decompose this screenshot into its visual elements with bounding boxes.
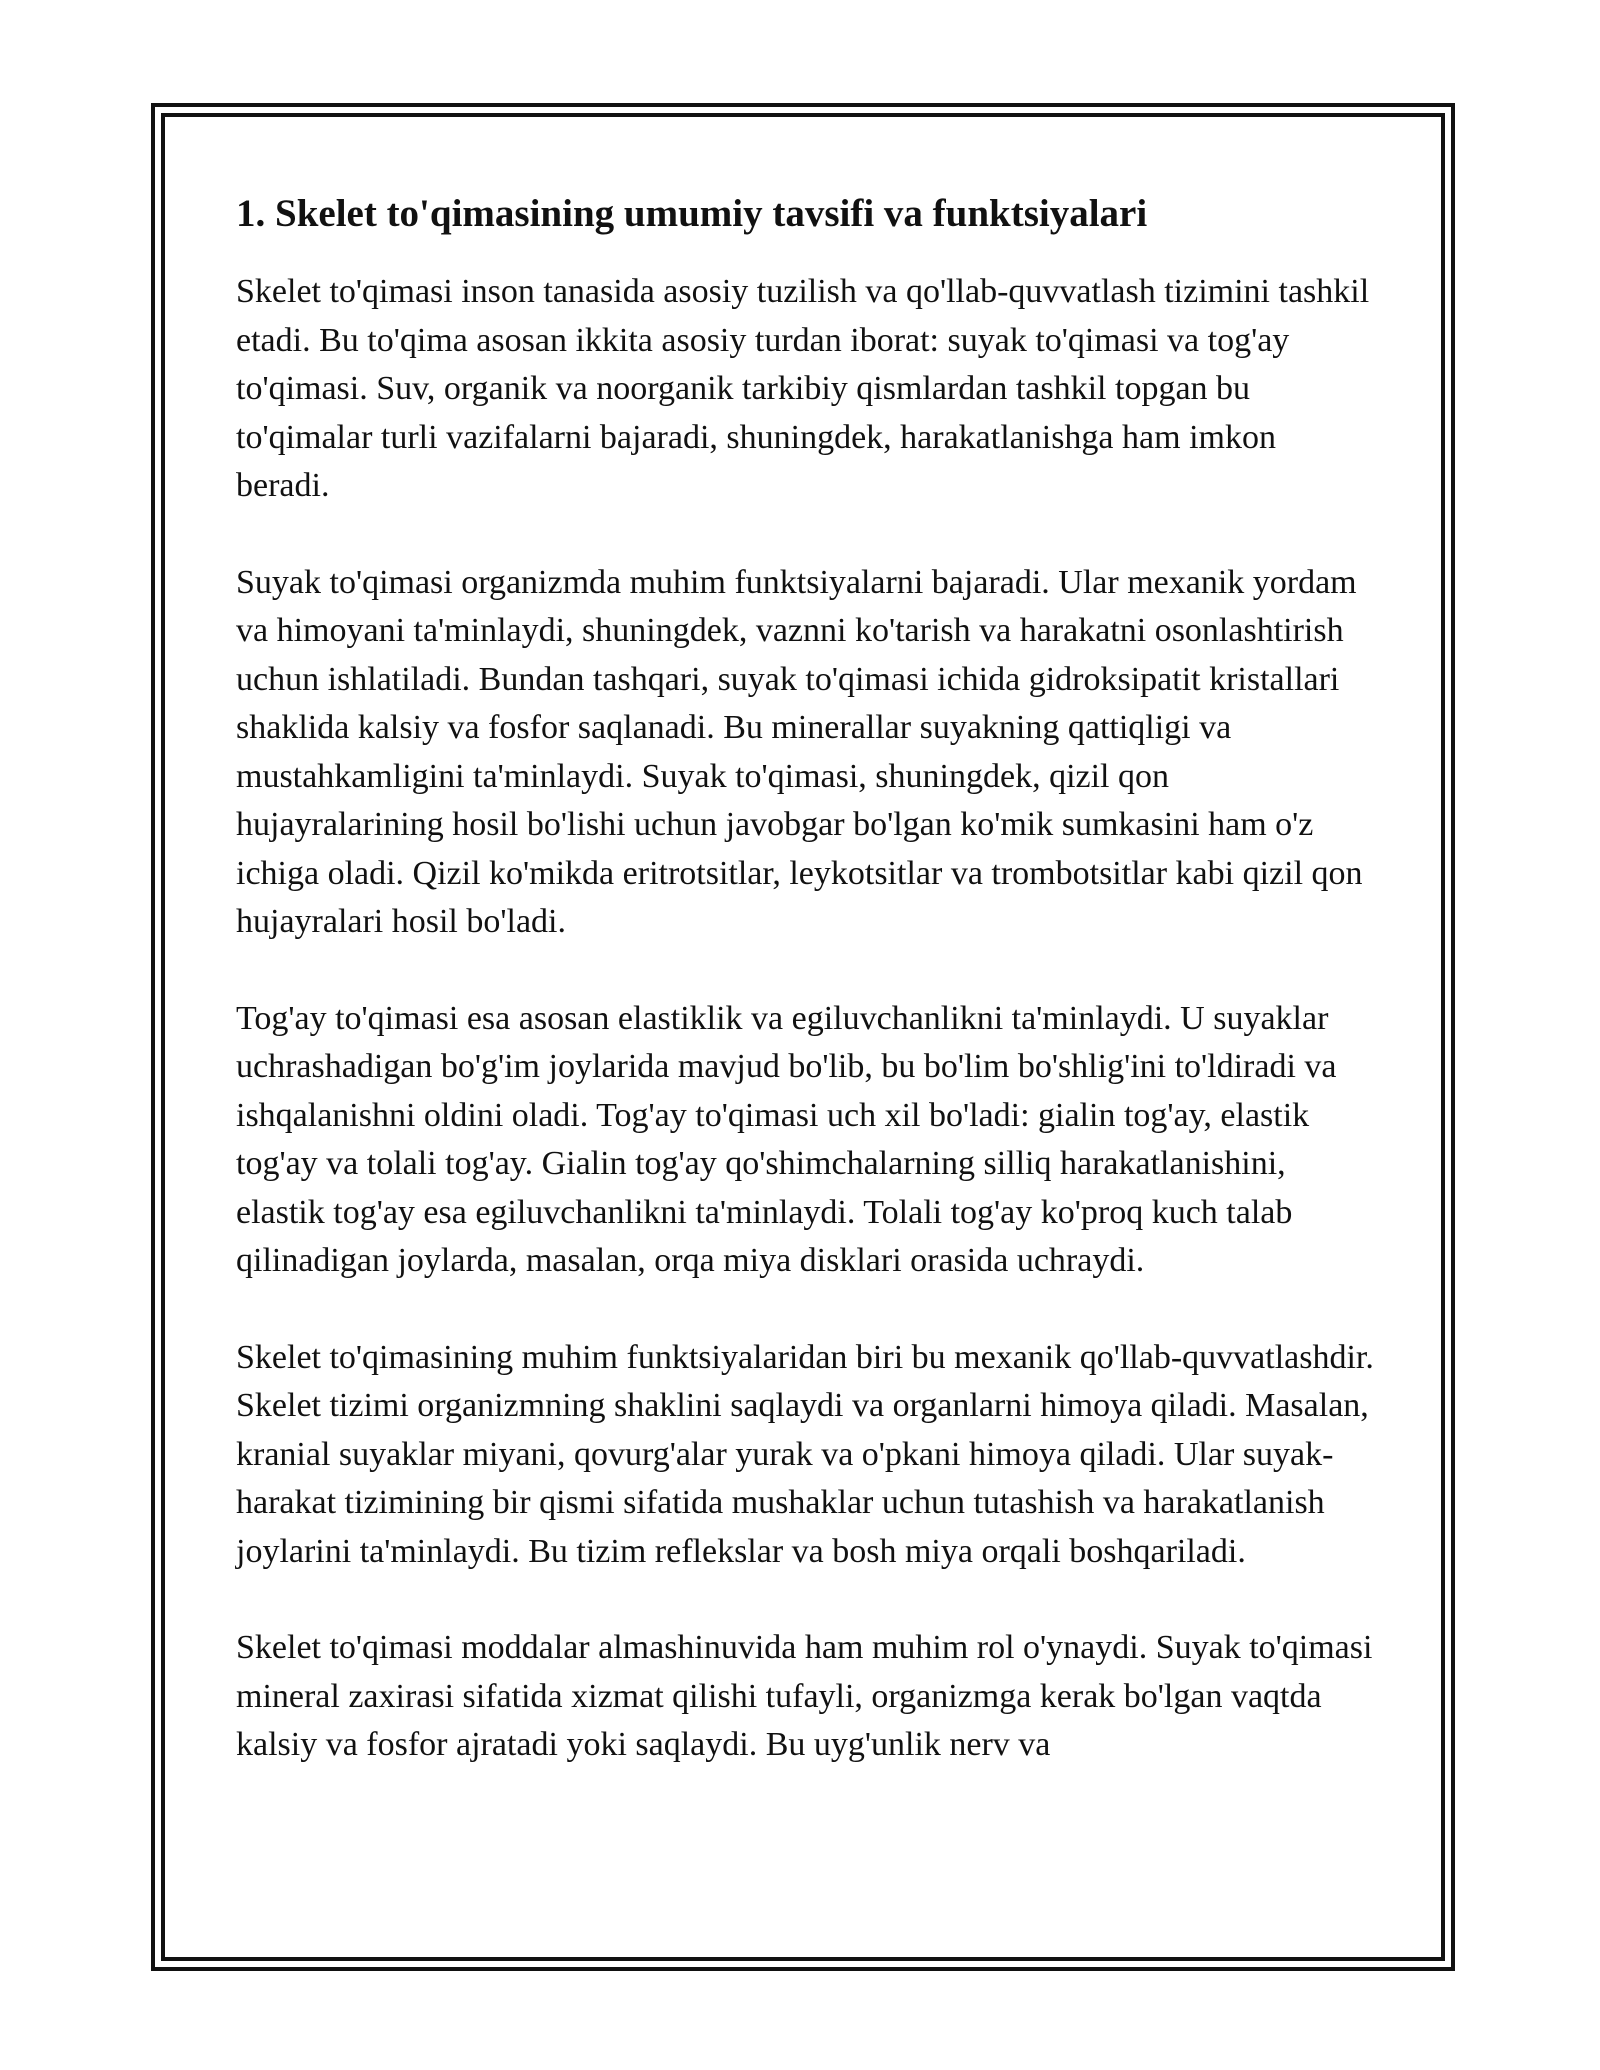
document-body — [236, 184, 1376, 1770]
paragraph-bone-tissue: Suyak to'qimasi organizmda muhim funktsiyalarni bajaradi. Ular mexanik yordam va himoyani ta'minlaydi, shuningdek, vaznni ko'tarish va harakatni osonlashtirish uchun ishlatiladi. Bundan tashqari, suyak to'qimasi ichida gidroksipatit kristallari shaklida kalsiy va fosfor saqlanadi. Bu minerallar suyakning qattiqligi va mustahkamligini ta'minlaydi. Suyak to'qimasi, shuningdek, qizil qon hujayralarining hosil bo'lishi uchun javobgar bo'lgan ko'mik sumkasini ham o'z ichiga oladi. Qizil ko'mikda eritrotsitlar, leykotsitlar va trombotsitlar kabi qizil qon hujayralari hosil bo'ladi. — [236, 563, 1363, 940]
paragraph-intro: Skelet to'qimasi inson tanasida asosiy tuzilish va qo'llab-quvvatlash tizimini tashkil etadi. Bu to'qima asosan ikkita asosiy turdan iborat: suyak to'qimasi va tog'ay to'qimasi. Suv, organik va noorganik tarkibiy qismlardan tashkil topgan bu to'qimalar turli vazifalarni bajaradi, shuningdek, harakatlanishga ham imkon beradi. — [236, 273, 1370, 504]
paragraph-mechanical-support: Skelet to'qimasining muhim funktsiyalaridan biri bu mexanik qo'llab-quvvatlashdir. Skelet tizimi organizmning shaklini saqlaydi va organlarni himoya qiladi. Masalan, kranial suyaklar miyani, qovurg'alar yurak va o'pkani himoya qiladi. Ular suyak-harakat tizimining bir qismi sifatida mushaklar uchun tutashish va harakatlanish joylarini ta'minlaydi. Bu tizim reflekslar va bosh miya orqali boshqariladi. — [236, 1338, 1374, 1570]
paragraph-metabolism: Skelet to'qimasi moddalar almashinuvida ham muhim rol o'ynaydi. Suyak to'qimasi mineral zaxirasi sifatida xizmat qilishi tufayli, organizmga kerak bo'lgan vaqtda kalsiy va fosfor ajratadi yoki saqlaydi. Bu uyg'unlik nerv va — [236, 1629, 1373, 1763]
paragraph-cartilage-tissue: Tog'ay to'qimasi esa asosan elastiklik va egiluvchanlikni ta'minlaydi. U suyaklar uchrashadigan bo'g'im joylarida mavjud bo'lib, bu bo'lim bo'shlig'ini to'ldiradi va ishqalanishni oldini oladi. Tog'ay to'qimasi uch xil bo'ladi: gialin tog'ay, elastik tog'ay va tolali tog'ay. Gialin tog'ay qo'shimchalarning silliq harakatlanishini, elastik tog'ay esa egiluvchanlikni ta'minlaydi. Tolali tog'ay ko'proq kuch talab qilinadigan joylarda, masalan, orqa miya disklari orasida uchraydi. — [236, 999, 1337, 1279]
section-heading: 1. Skelet to'qimasining umumiy tavsifi va funktsiyalari — [236, 192, 1148, 235]
